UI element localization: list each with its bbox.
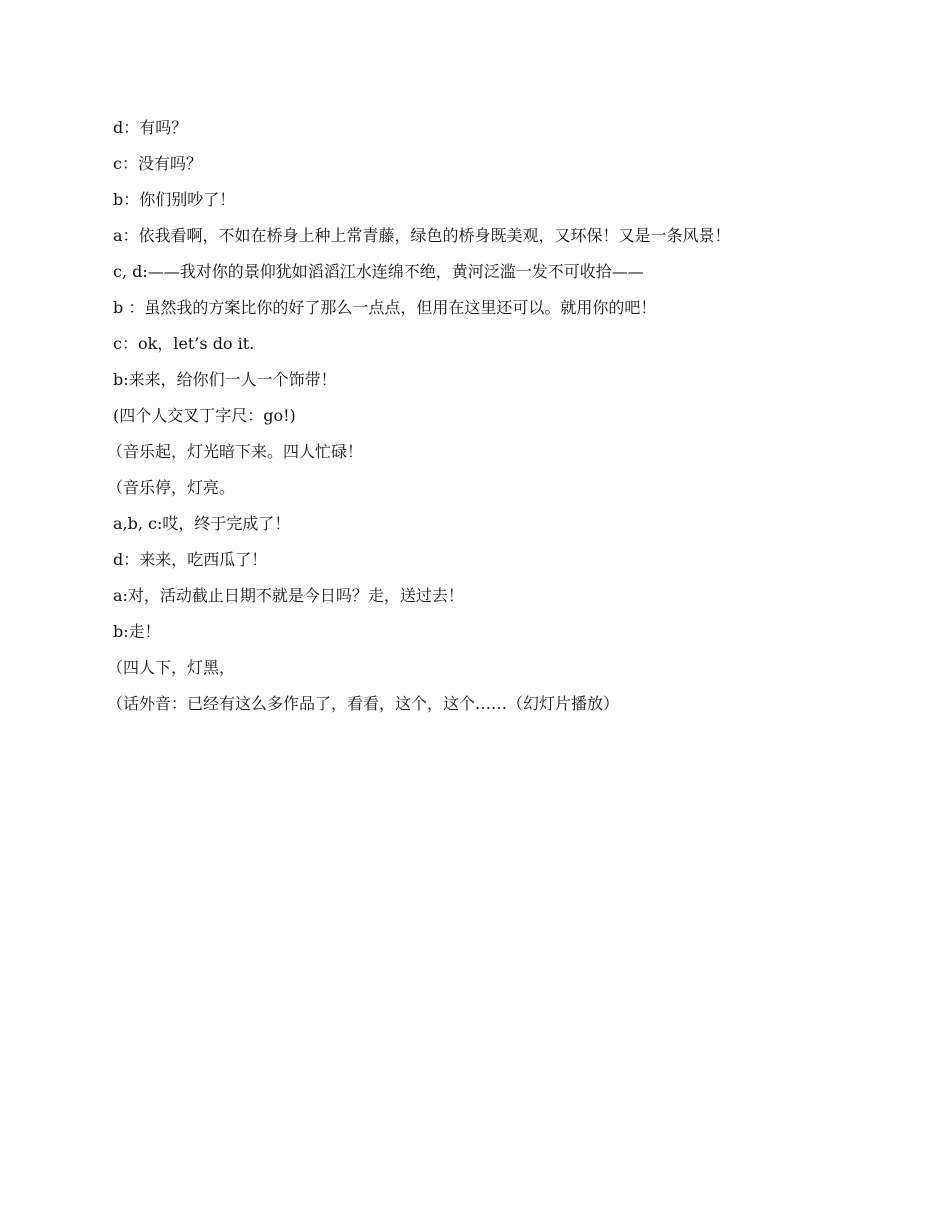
- dialogue-line: a：依我看啊，不如在桥身上种上常青藤，绿色的桥身既美观，又环保！又是一条风景！: [113, 226, 731, 245]
- stage-direction: （音乐起，灯光暗下来。四人忙碌！: [107, 442, 364, 461]
- dialogue-line: a:对，活动截止日期不就是今日吗？走，送过去！: [113, 586, 464, 605]
- dialogue-line: c：ok，let’s do it.: [113, 334, 255, 353]
- stage-direction: (四个人交叉丁字尺：go!): [113, 406, 296, 425]
- stage-direction: （音乐停，灯亮。: [107, 478, 236, 497]
- dialogue-line: b：你们别吵了！: [113, 190, 236, 209]
- dialogue-line: b:来来，给你们一人一个饰带！: [113, 370, 337, 389]
- dialogue-line: c, d:——我对你的景仰犹如滔滔江水连绵不绝，黄河泛滥一发不可收拾——: [113, 262, 644, 281]
- dialogue-line: d：有吗？: [113, 118, 188, 137]
- dialogue-line: c：没有吗？: [113, 154, 202, 173]
- script-dialogue: [107, 110, 853, 722]
- dialogue-line: d：来来，吃西瓜了！: [113, 550, 268, 569]
- dialogue-line: b ：虽然我的方案比你的好了那么一点点，但用在这里还可以。就用你的吧！: [113, 298, 657, 317]
- dialogue-line: b:走！: [113, 622, 161, 641]
- dialogue-line: a,b, c:哎，终于完成了！: [113, 514, 291, 533]
- stage-direction: （话外音：已经有这么多作品了，看看，这个，这个……（幻灯片播放）: [107, 694, 620, 713]
- stage-direction: （四人下，灯黑，: [107, 658, 236, 677]
